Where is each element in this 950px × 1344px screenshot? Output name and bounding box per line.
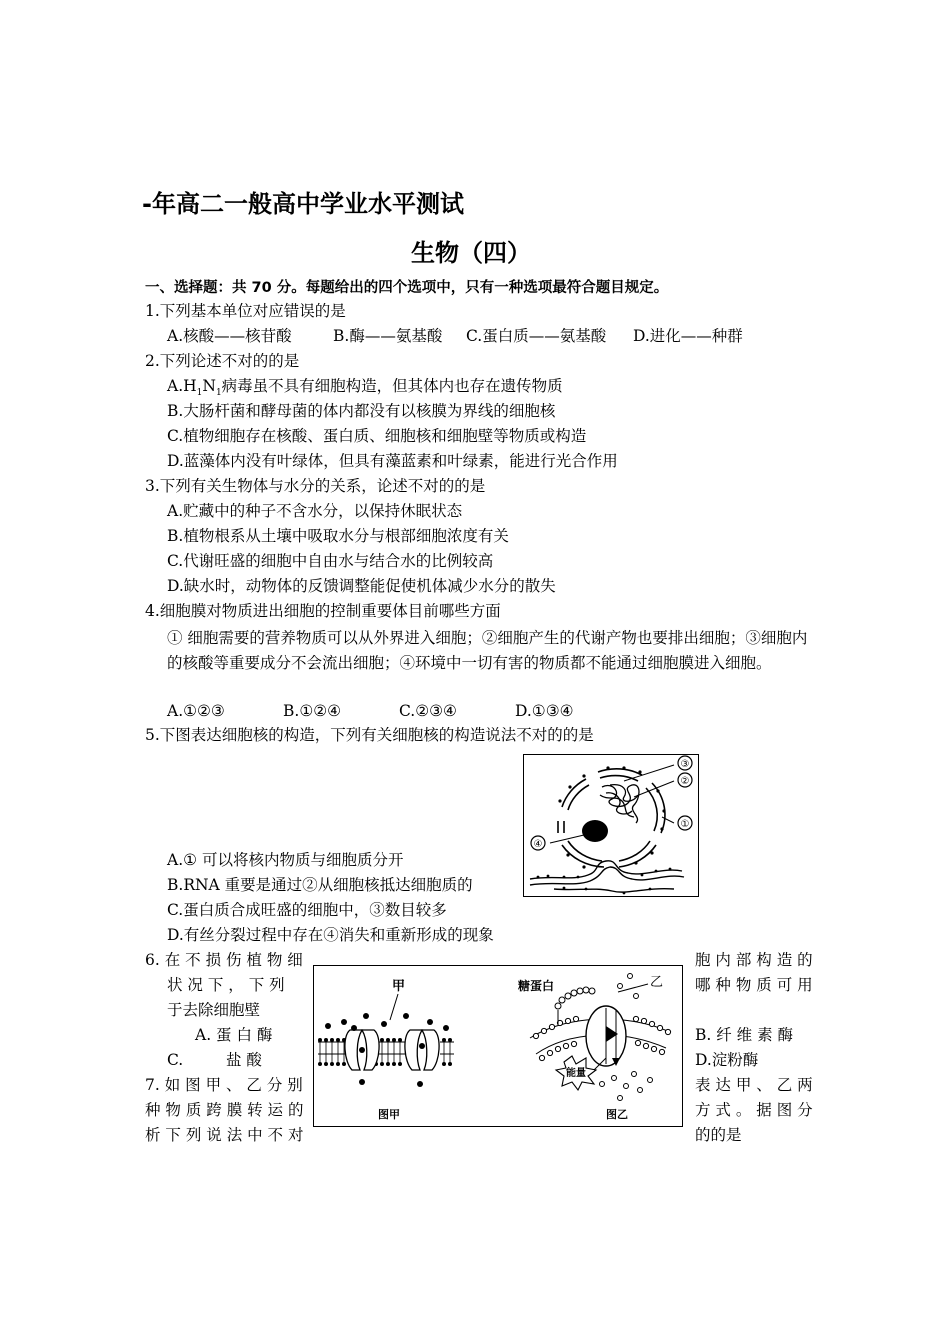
q6-line2-right: 哪 种 物 质 可 用 (695, 976, 813, 994)
q5-option-b: B.RNA 重要是通过②从细胞核抵达细胞质的 (167, 876, 473, 894)
transport-diagram (314, 966, 682, 1126)
q7-line2-left: 种 物 质 跨 膜 转 运 的 (145, 1101, 304, 1119)
q6-option-b: B. 纤 维 素 酶 (695, 1026, 794, 1044)
q6-option-c-text: 盐 酸 (226, 1051, 262, 1069)
q1-option-c: C.蛋白质——氨基酸 (466, 327, 607, 345)
q4-option-b: B.①②④ (283, 702, 342, 720)
q6-line3-left: 于去除细胞壁 (167, 1001, 261, 1019)
nucleolus-shape (582, 820, 608, 842)
q4-option-c: C.②③④ (399, 702, 457, 720)
q1-option-d: D.进化——种群 (633, 327, 743, 345)
q4-option-d: D.①③④ (515, 702, 574, 720)
nucleus-figure (523, 754, 699, 897)
section-heading: 一、选择题：共 70 分。每题给出的四个选项中，只有一种选项最符合题目规定。 (145, 280, 669, 296)
nucleus-label-1: ① (680, 819, 690, 830)
q7-line3-left: 析 下 列 说 法 中 不 对 (145, 1126, 304, 1144)
page-title: -年高二一般高中学业水平测试 (142, 190, 464, 218)
q4-statements: ① 细胞需要的营养物质可以从外界进入细胞；②细胞产生的代谢产物也要排出细胞；③细胞内的核酸等重要成分不会流出细胞；④环境中一切有害的物质都不能通过细胞膜进入细胞。 (167, 629, 808, 672)
q6-line1-left: 6. 在 不 损 伤 植 物 细 (145, 951, 303, 969)
caption-figure-yi: 图乙 (606, 1108, 628, 1121)
q2-stem: 2.下列论述不对的的是 (145, 352, 300, 370)
label-glycoprotein: 糖蛋白 (518, 979, 555, 993)
nucleus-label-2: ② (680, 776, 690, 787)
q1-stem: 1.下列基本单位对应错误的是 (145, 302, 346, 320)
q3-option-b: B.植物根系从土壤中吸取水分与根部细胞浓度有关 (167, 527, 509, 545)
q6-line1-right: 胞 内 部 构 造 的 (695, 951, 813, 969)
q3-option-a: A.贮藏中的种子不含水分，以保持休眠状态 (167, 502, 463, 520)
nucleus-diagram (524, 755, 698, 896)
q7-line3-right: 的的是 (695, 1126, 742, 1144)
q2-option-b: B.大肠杆菌和酵母菌的体内都没有以核膜为界线的细胞核 (167, 402, 556, 420)
q5-option-d: D.有丝分裂过程中存在④消失和重新形成的现象 (167, 926, 494, 944)
q3-option-d: D.缺水时，动物体的反馈调整能促使机体减少水分的散失 (167, 577, 556, 595)
label-energy: 能量 (566, 1068, 586, 1079)
q6-option-c-letter: C. (167, 1051, 184, 1069)
page-subtitle: 生物（四） (411, 239, 531, 267)
q4-option-a: A.①②③ (167, 702, 225, 720)
nucleus-label-3: ③ (680, 759, 690, 770)
q5-option-a: A.① 可以将核内物质与细胞质分开 (167, 851, 404, 869)
label-jia: 甲 (392, 979, 406, 994)
q4-stem: 4.细胞膜对物质进出细胞的控制重要体目前哪些方面 (145, 602, 501, 620)
transport-figure (313, 965, 683, 1127)
q5-stem: 5.下图表达细胞核的构造，下列有关细胞核的构造说法不对的的是 (145, 726, 594, 744)
q6-option-d: D.淀粉酶 (695, 1051, 759, 1069)
q5-option-c: C.蛋白质合成旺盛的细胞中，③数目较多 (167, 901, 447, 919)
q3-stem: 3.下列有关生物体与水分的关系，论述不对的的是 (145, 477, 486, 495)
q2-option-c: C.植物细胞存在核酸、蛋白质、细胞核和细胞壁等物质或构造 (167, 427, 587, 445)
label-yi: 乙 (650, 975, 664, 990)
nucleus-label-4: ④ (533, 839, 543, 850)
q7-line1-right: 表 达 甲 、 乙 两 (695, 1076, 813, 1094)
q3-option-c: C.代谢旺盛的细胞中自由水与结合水的比例较高 (167, 552, 494, 570)
q6-line2-left: 状 况 下 ， 下 列 (167, 976, 285, 994)
q1-option-b: B.酶——氨基酸 (333, 327, 443, 345)
q6-option-a: A. 蛋 白 酶 (195, 1026, 273, 1044)
q1-option-a: A.核酸——核苷酸 (167, 327, 292, 345)
q2-option-a: $A.H_1N_1$病毒虽不具有细胞构造，但其体内也存在遗传物质 (167, 377, 563, 399)
caption-figure-jia: 图甲 (378, 1108, 400, 1121)
q7-line1-left: 7. 如 图 甲 、 乙 分 别 (145, 1076, 303, 1094)
q2-option-d: D.蓝藻体内没有叶绿体，但具有藻蓝素和叶绿素，能进行光合作用 (167, 452, 618, 470)
q7-line2-right: 方 式 。 据 图 分 (695, 1101, 813, 1119)
